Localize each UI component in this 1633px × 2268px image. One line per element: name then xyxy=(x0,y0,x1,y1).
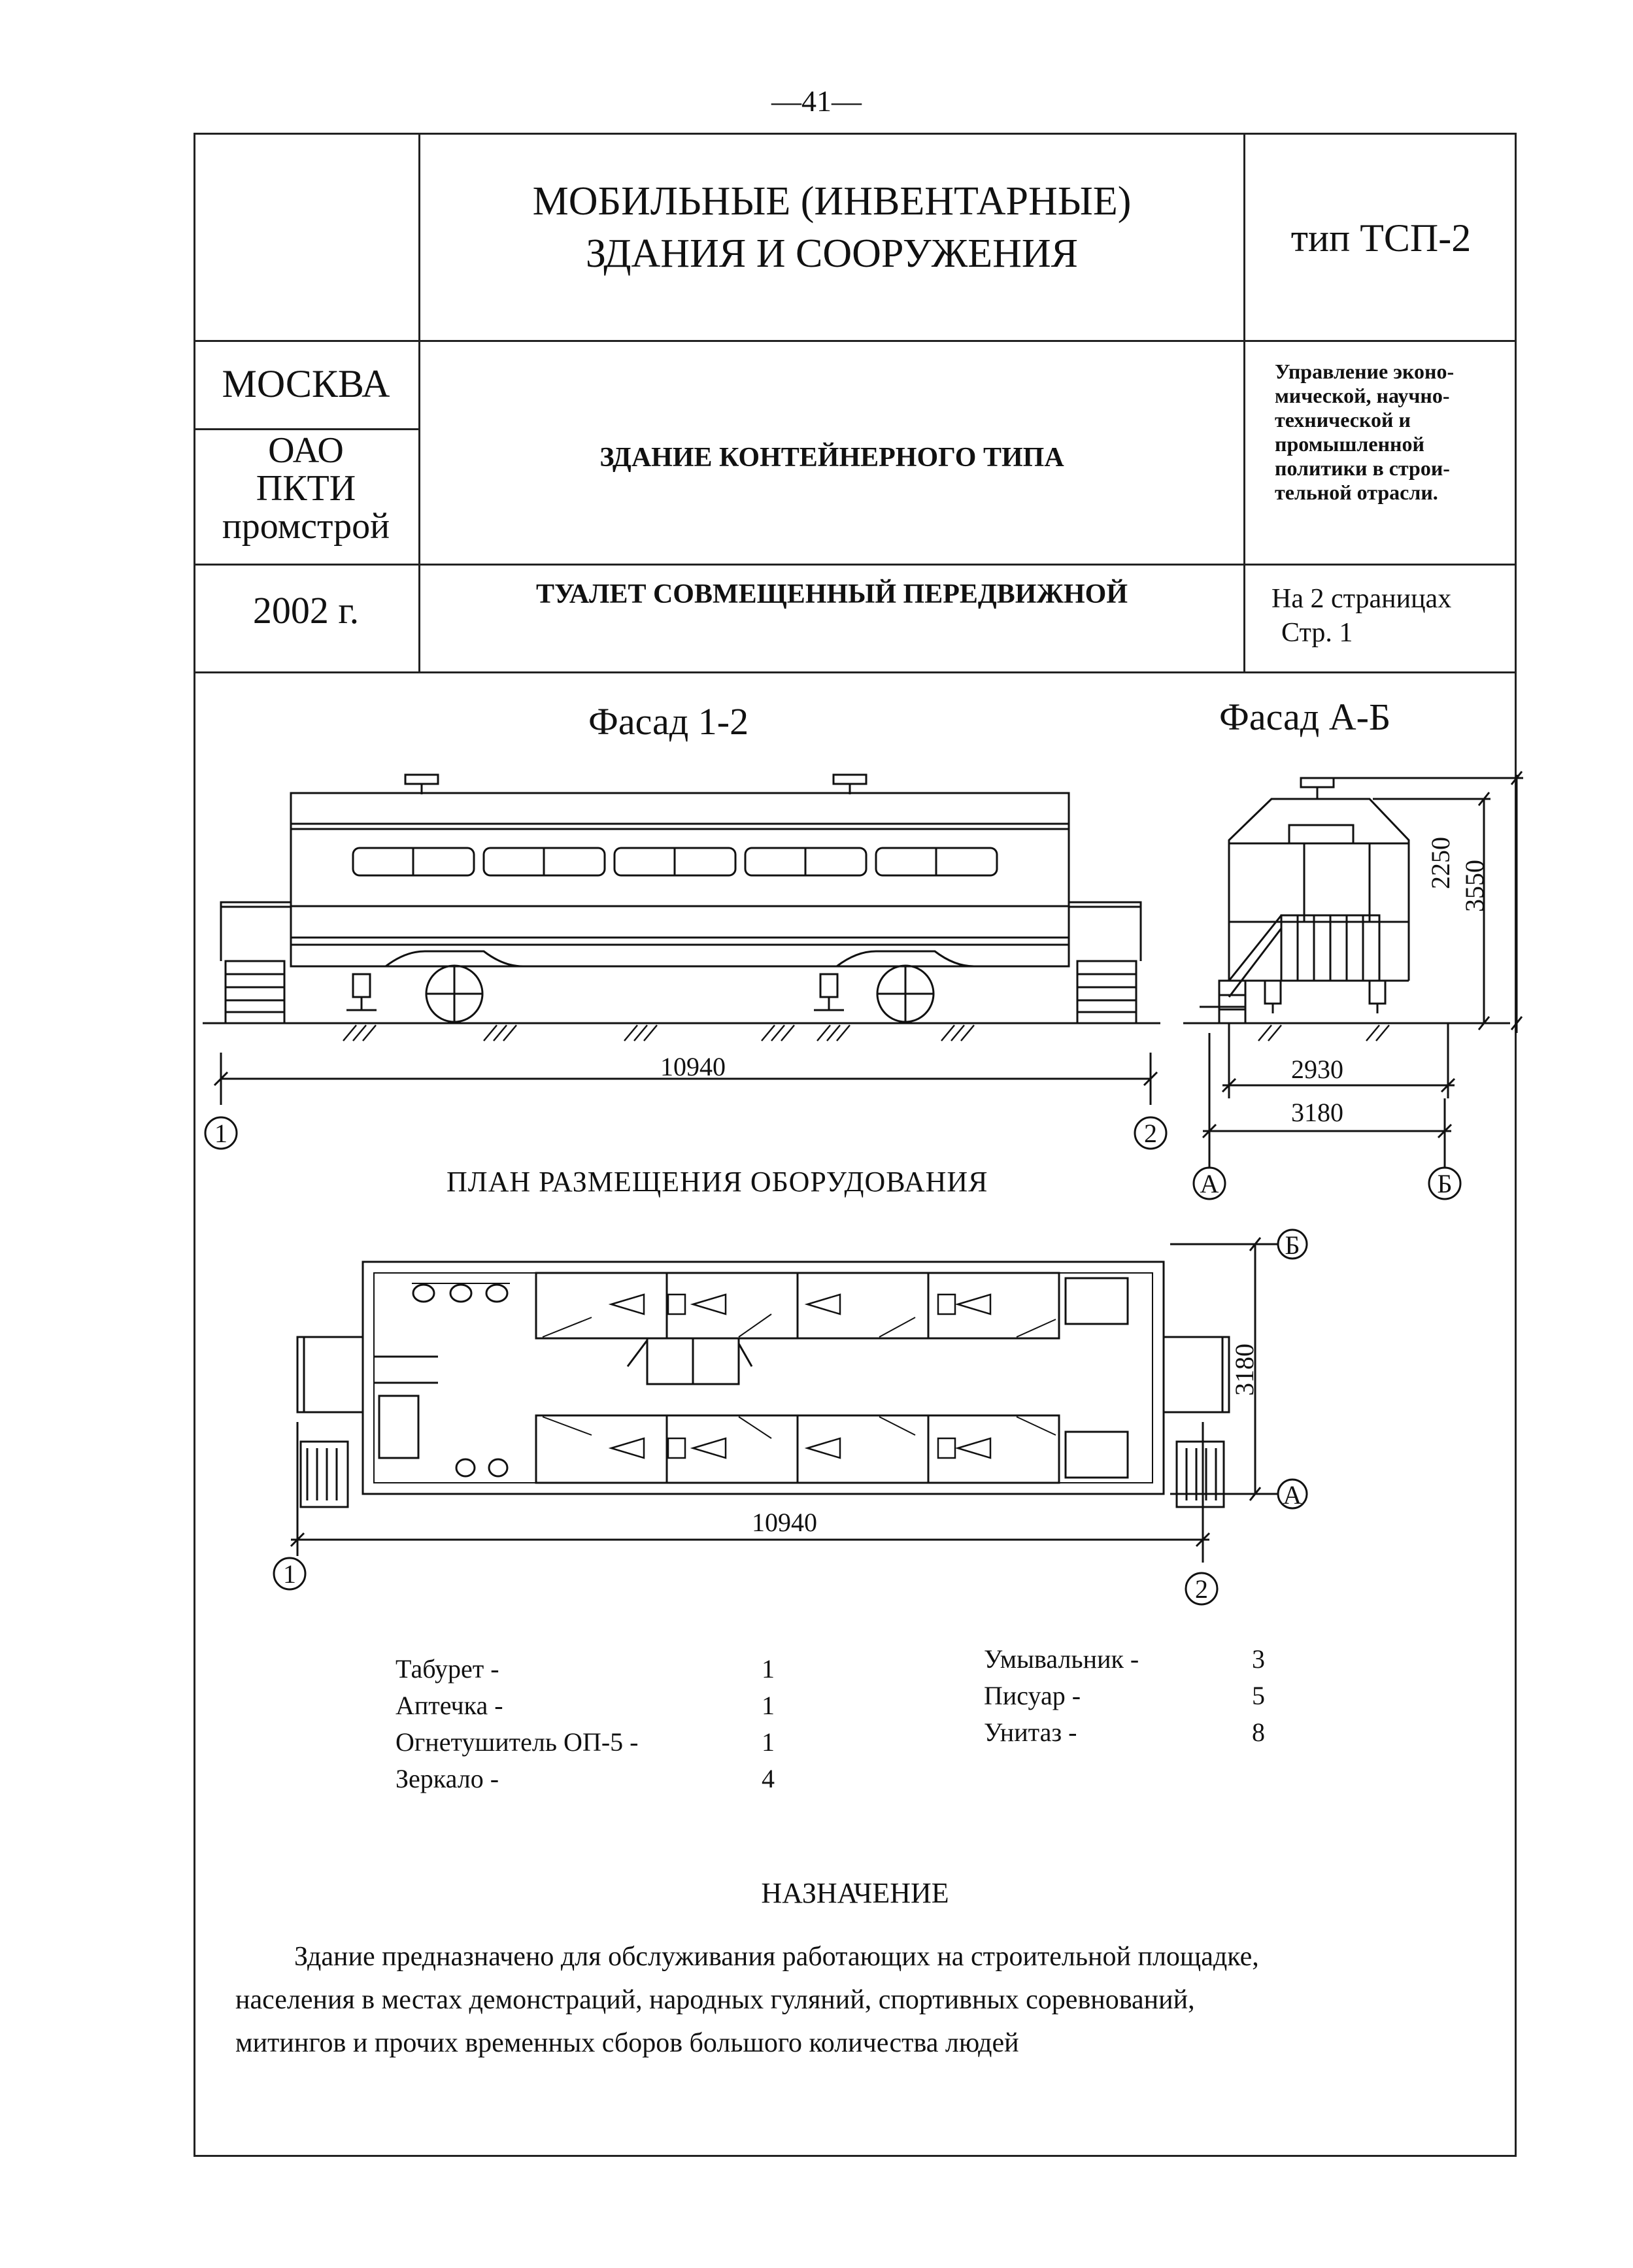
purpose-line: населения в местах демонстраций, народных гуляний, спортивных соревнований, xyxy=(235,1985,1195,2015)
equipment-qty: 1 xyxy=(762,1654,775,1684)
org-line-1: ОАО xyxy=(268,430,344,471)
facade-1-2-title: Фасад 1-2 xyxy=(588,700,749,743)
facade-a-b-width-inner: 2930 xyxy=(1291,1055,1343,1084)
plan-length: 10940 xyxy=(752,1508,817,1537)
plan-axis-marker-a: А xyxy=(1283,1480,1302,1510)
department-line: технической и xyxy=(1275,408,1411,432)
object-name: ТУАЛЕТ СОВМЕЩЕННЫЙ ПЕРЕДВИЖНОЙ xyxy=(536,579,1128,609)
facade-a-b-width-outer: 3180 xyxy=(1291,1098,1343,1127)
facade-1-2-length: 10940 xyxy=(660,1052,726,1081)
equipment-plan-title: ПЛАН РАЗМЕЩЕНИЯ ОБОРУДОВАНИЯ xyxy=(446,1166,988,1198)
equipment-name: Аптечка - xyxy=(396,1691,503,1720)
equipment-item xyxy=(396,1687,814,1724)
equipment-name: Огнетушитель ОП-5 - xyxy=(396,1727,639,1757)
equipment-item xyxy=(984,1714,1311,1751)
facade-a-b-title: Фасад А-Б xyxy=(1219,696,1391,738)
department-line: Управление эконо- xyxy=(1275,360,1455,383)
purpose-line: Здание предназначено для обслуживания работающих на строительной площадке, xyxy=(294,1942,1259,1972)
purpose-text xyxy=(235,1935,1504,2065)
facade-windows xyxy=(353,848,997,875)
equipment-plan-drawing xyxy=(274,1230,1307,1604)
equipment-name: Табурет - xyxy=(396,1654,499,1684)
facade-1-2-drawing xyxy=(203,775,1166,1149)
building-kind: ЗДАНИЕ КОНТЕЙНЕРНОГО ТИПА xyxy=(599,443,1064,473)
axis-marker-2: 2 xyxy=(1144,1119,1157,1148)
axis-marker-b: Б xyxy=(1437,1169,1453,1198)
page-current: Стр. 1 xyxy=(1281,618,1353,648)
equipment-list-left xyxy=(396,1651,814,1797)
building-type-code: тип ТСП-2 xyxy=(1290,216,1472,260)
year: 2002 г. xyxy=(252,589,360,632)
equipment-item xyxy=(984,1678,1311,1714)
city: МОСКВА xyxy=(222,362,390,405)
axis-marker-a: А xyxy=(1200,1169,1219,1198)
facade-a-b-height-upper: 2250 xyxy=(1426,837,1455,889)
equipment-qty: 4 xyxy=(762,1764,775,1793)
pages-total: На 2 страницах xyxy=(1271,584,1452,614)
purpose-line: митингов и прочих временных сборов большого количества людей xyxy=(235,2028,1019,2058)
org-line-3: промстрой xyxy=(222,506,390,547)
title-line-2: ЗДАНИЯ И СООРУЖЕНИЯ xyxy=(585,231,1079,276)
plan-axis-marker-b: Б xyxy=(1285,1230,1300,1260)
equipment-qty: 1 xyxy=(762,1727,775,1757)
page-number: —41— xyxy=(771,84,862,118)
purpose-title: НАЗНАЧЕНИЕ xyxy=(761,1877,949,1909)
equipment-list-right xyxy=(984,1641,1311,1751)
equipment-qty: 8 xyxy=(1252,1718,1265,1747)
department-line: мической, научно- xyxy=(1275,384,1450,407)
equipment-item xyxy=(984,1641,1311,1678)
equipment-name: Унитаз - xyxy=(984,1718,1077,1747)
department-line: политики в строи- xyxy=(1275,456,1450,480)
facade-a-b-height-total: 3550 xyxy=(1460,860,1489,912)
equipment-qty: 5 xyxy=(1252,1681,1265,1710)
plan-axis-marker-1: 1 xyxy=(283,1559,296,1589)
equipment-name: Зеркало - xyxy=(396,1764,499,1793)
plan-width: 3180 xyxy=(1230,1344,1259,1396)
equipment-qty: 1 xyxy=(762,1691,775,1720)
equipment-name: Писуар - xyxy=(984,1681,1081,1710)
plan-axis-marker-2: 2 xyxy=(1195,1574,1208,1604)
department-line: промышленной xyxy=(1275,432,1424,456)
equipment-name: Умывальник - xyxy=(984,1644,1139,1674)
facade-a-b-drawing xyxy=(1183,771,1523,1199)
equipment-item xyxy=(396,1651,814,1687)
title-line-1: МОБИЛЬНЫЕ (ИНВЕНТАРНЫЕ) xyxy=(532,179,1132,224)
department-line: тельной отрасли. xyxy=(1275,481,1438,504)
axis-marker-1: 1 xyxy=(214,1119,227,1148)
equipment-item xyxy=(396,1761,814,1797)
equipment-item xyxy=(396,1724,814,1761)
equipment-qty: 3 xyxy=(1252,1644,1265,1674)
org-line-2: ПКТИ xyxy=(256,468,356,509)
